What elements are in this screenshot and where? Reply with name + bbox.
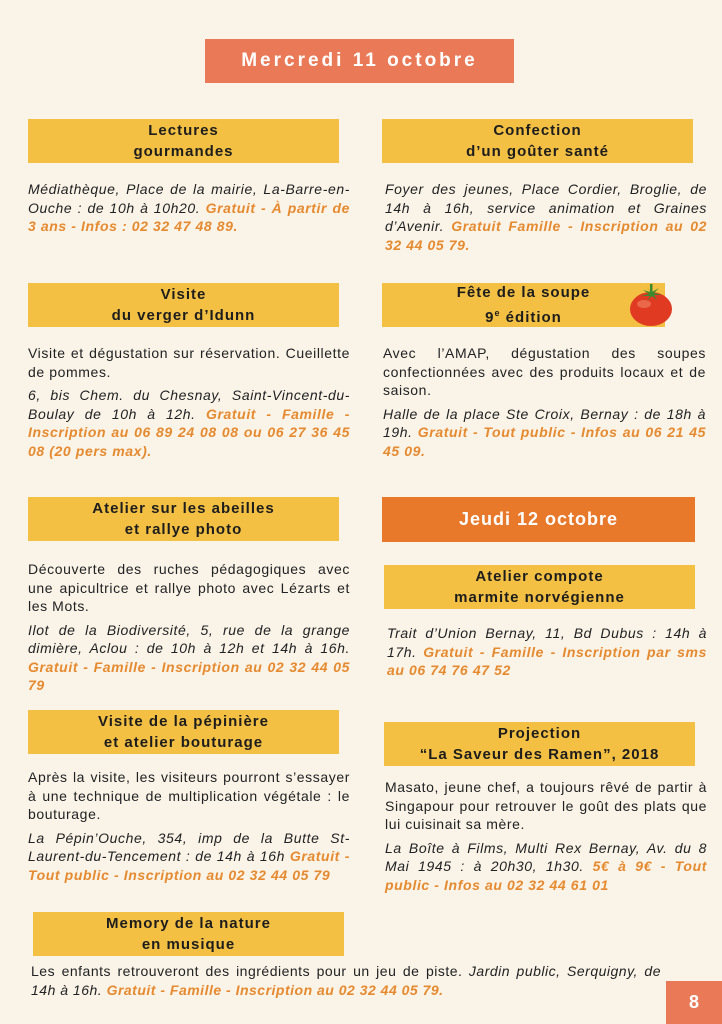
event-body-projection [385,778,707,899]
event-info: Gratuit - Tout public - Infos au 06 21 45 45 09. [383,424,706,459]
title-line-2: en musique [141,936,236,953]
title-line-2: et rallye photo [124,521,243,538]
event-title-verger [28,283,339,327]
event-body-gouter [385,180,707,259]
event-description: Masato, jeune chef, a toujours rêvé de partir à Singapour pour retrouver le goût des plats que lui cuisinait sa mère. [385,779,707,832]
title-line-1: Lectures [148,122,219,139]
title-line-1: Confection [493,122,582,139]
title-line-1: Visite [160,286,207,303]
footer-memory-description [31,962,661,999]
event-body-abeilles [28,560,350,700]
event-title-gouter [382,119,693,163]
footer-info: Gratuit - Famille - Inscription au 02 32 44 05 79. [106,981,444,998]
event-location: Foyer des jeunes, Place Cordier, Broglie, de 14h à 16h, service animation et Graines d’Avenir. [385,181,707,234]
event-info: Gratuit - Famille - Inscription par sms au 06 74 76 47 52 [387,643,707,678]
event-location: La Boîte à Films, Multi Rex Bernay, Av. du 8 Mai 1945 : à 20h30, 1h30. [385,839,707,874]
event-body-soupe [383,344,706,465]
title-line-2: “La Saveur des Ramen”, 2018 [419,746,660,763]
event-title-soupe [382,283,665,327]
event-title-abeilles [28,497,339,541]
event-title-pepiniere [28,710,339,754]
event-location: Trait d’Union Bernay, 11, Bd Dubus : 14h à 17h. [387,625,707,660]
event-description: Après la visite, les visiteurs pourront s’essayer à une technique de multiplication végétale : le bouturage. [28,769,350,822]
event-body-lectures [28,180,350,241]
event-description: Visite et dégustation sur réservation. Cueillette de pommes. [28,345,350,380]
footer-location: Jardin public, Serquigny, de 14h à 16h. [31,963,662,998]
title-line-1: Visite de la pépinière [98,713,269,730]
title-line-1: Memory de la nature [106,915,271,932]
title-line-2: d’un goûter santé [466,143,609,160]
event-info: Gratuit - Famille - Inscription au 02 32 44 05 79 [28,658,350,693]
date-banner-thursday: Jeudi 12 octobre [382,497,695,542]
event-body-compote [387,624,707,685]
title-line-1: Atelier compote [475,568,604,585]
event-description: Avec l’AMAP, dégustation des soupes confectionnées avec des produits locaux et de saison. [383,345,706,398]
event-info: 5€ à 9€ - Tout public - Infos au 02 32 44 61 01 [385,858,708,893]
footer-text: Les enfants retrouveront des ingrédients pour un jeu de piste. [31,963,463,979]
title-line-1: Fête de la soupe [456,284,591,301]
event-location: La Pépin’Ouche, 354, imp de la Butte St-Laurent-du-Tencement : de 14h à 16h [28,829,350,864]
date-banner-wednesday: Mercredi 11 octobre [205,39,514,83]
event-location: Halle de la place Ste Croix, Bernay : de 18h à 19h. [383,405,706,440]
event-info: Gratuit Famille - Inscription au 02 32 44 05 79. [385,218,707,253]
page-number: 8 [666,981,722,1024]
event-info: Gratuit - Tout public - Inscription au 02 32 44 05 79 [28,848,351,883]
tomato-icon [627,281,675,329]
event-body-verger [28,344,350,465]
event-title-memory [33,912,344,956]
title-line-1: Projection [497,725,582,742]
title-line-2: marmite norvégienne [454,589,625,606]
title-line-2: du verger d’Idunn [111,307,256,324]
title-line-1: Atelier sur les abeilles [92,500,275,517]
event-location: 6, bis Chem. du Chesnay, Saint-Vincent-du-Boulay de 10h à 12h. [28,387,350,422]
event-title-projection [384,722,695,766]
event-title-lectures [28,119,339,163]
event-info: Gratuit - Famille - Inscription au 06 89 24 08 08 ou 06 27 36 45 08 (20 pers max). [28,405,350,459]
title-line-2: et atelier bouturage [103,734,264,751]
title-line-2: gourmandes [133,143,234,160]
event-info: Gratuit - À partir de 3 ans - Infos : 02 32 47 48 89. [28,199,350,234]
event-location: Ilot de la Biodiversité, 5, rue de la grange dimière, Aclou : de 10h à 12h et 14h à 16h. [28,621,350,656]
event-location: Médiathèque, Place de la mairie, La-Barre-en-Ouche : de 10h à 10h20. [28,181,350,216]
event-description: Découverte des ruches pédagogiques avec une apicultrice et rallye photo avec Lézarts et les Mots. [28,561,350,614]
title-line-2: 9e édition [485,308,562,326]
event-body-pepiniere [28,768,350,889]
event-title-compote [384,565,695,609]
